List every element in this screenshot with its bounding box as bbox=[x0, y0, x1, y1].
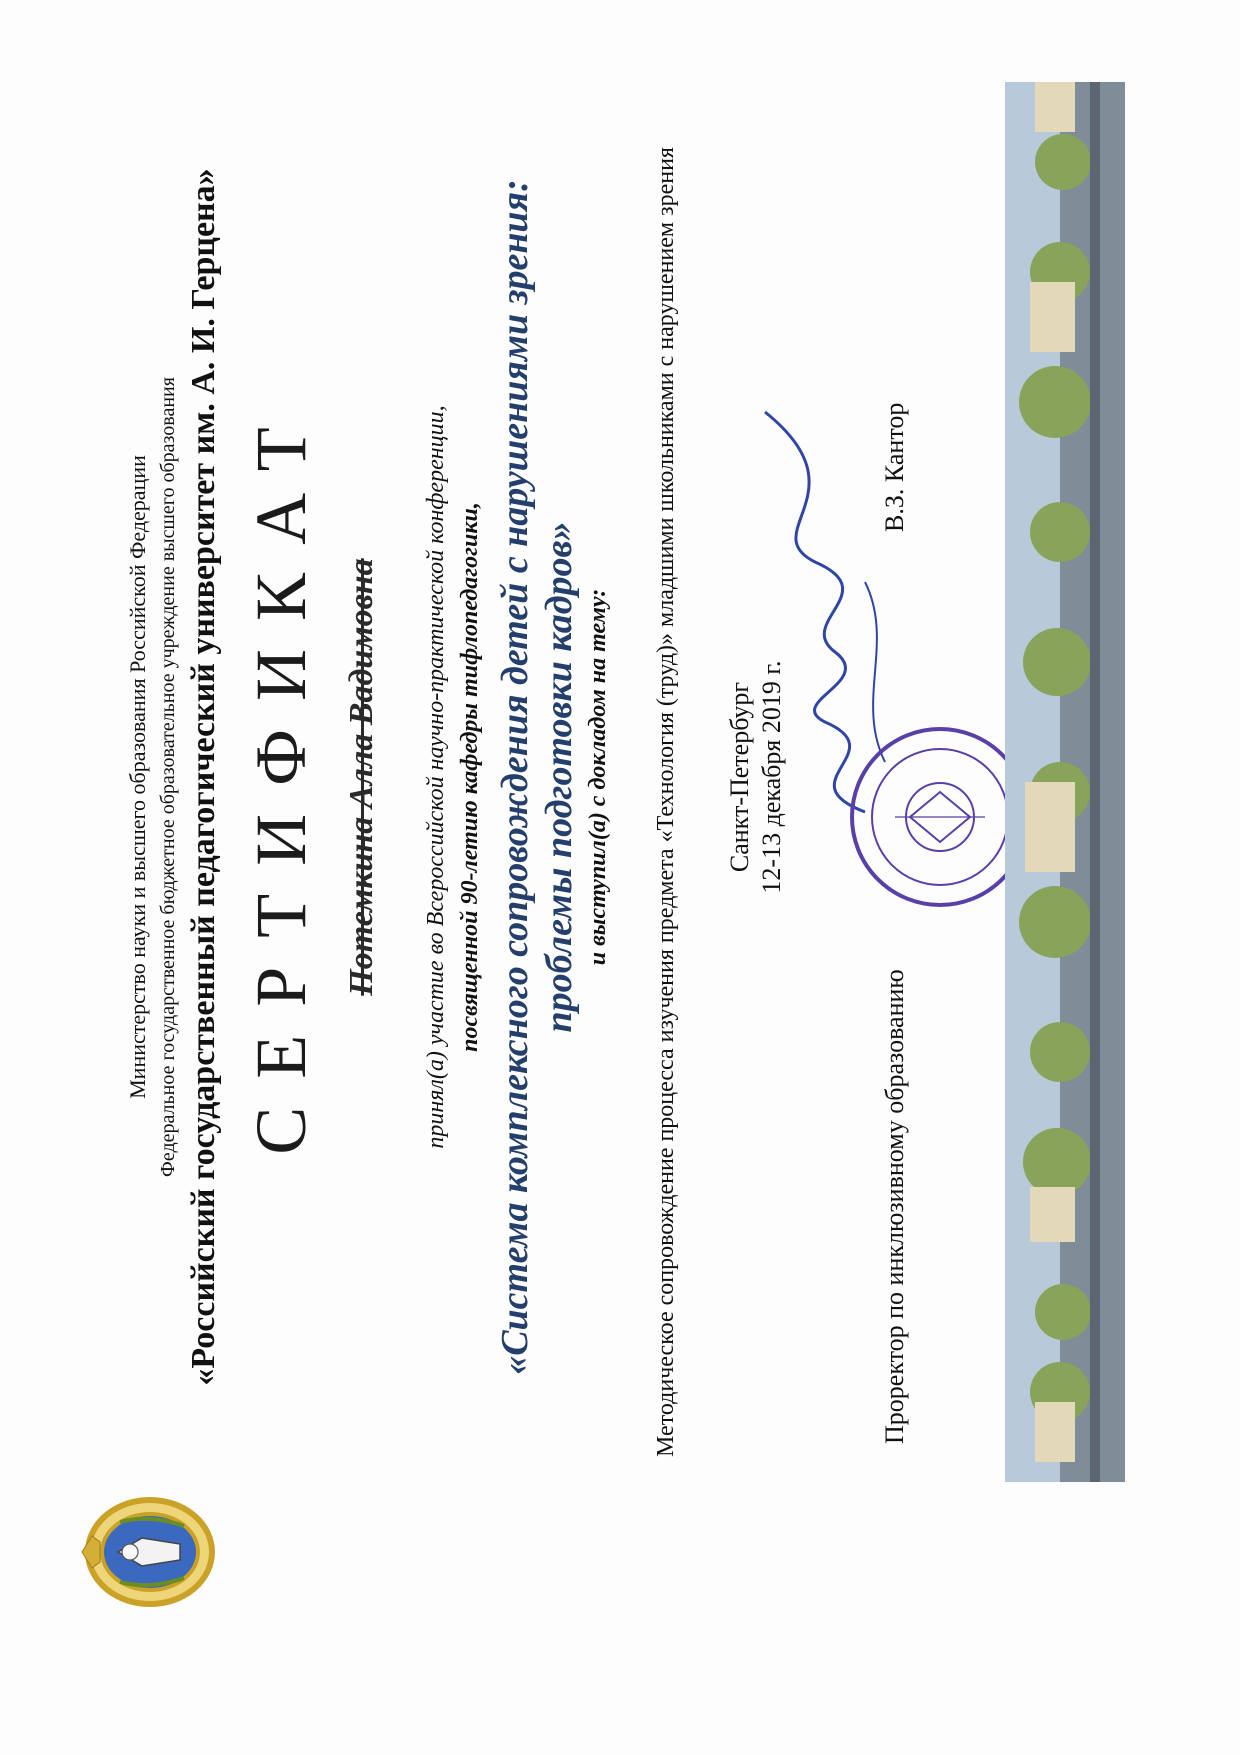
signer-title: Проректор по инклюзивному образованию bbox=[880, 969, 909, 1444]
university-crest-icon bbox=[80, 1492, 220, 1612]
certificate-title: СЕРТИФИКАТ bbox=[241, 399, 321, 1155]
participation-text: принял(а) участие во Всероссийской научно-практической конференции, bbox=[423, 405, 449, 1149]
city-panorama-image bbox=[1005, 82, 1125, 1482]
city: Санкт-Петербург bbox=[725, 681, 754, 873]
institution-type: Федеральное государственное бюджетное образовательное учреждение высшего образования bbox=[157, 377, 179, 1177]
ministry-name: Министерство науки и высшего образования Российской Федерации bbox=[125, 455, 150, 1099]
report-intro: и выступил(а) с докладом на тему: bbox=[585, 588, 611, 966]
signer-name: В.З. Кантор bbox=[880, 402, 909, 532]
event-date: 12-13 декабря 2019 г. bbox=[757, 660, 786, 894]
anniversary-text: посвященной 90-летию кафедры тифлопедагогики, bbox=[457, 502, 483, 1052]
university-name: «Российский государственный педагогический университет им. А. И. Герцена» bbox=[185, 168, 222, 1386]
recipient-name: Потемкина Алла Вадимовна bbox=[343, 558, 380, 996]
certificate-content bbox=[45, 52, 1195, 1702]
report-topic: Методическое сопровождение процесса изучения предмета «Технология (труд)» младшими школьниками с нарушением зрения bbox=[653, 147, 679, 1457]
conference-topic-line1: «Система комплексного сопровождения детей с нарушениями зрения: bbox=[494, 179, 536, 1375]
conference-topic-line2: проблемы подготовки кадров» bbox=[538, 521, 580, 1033]
